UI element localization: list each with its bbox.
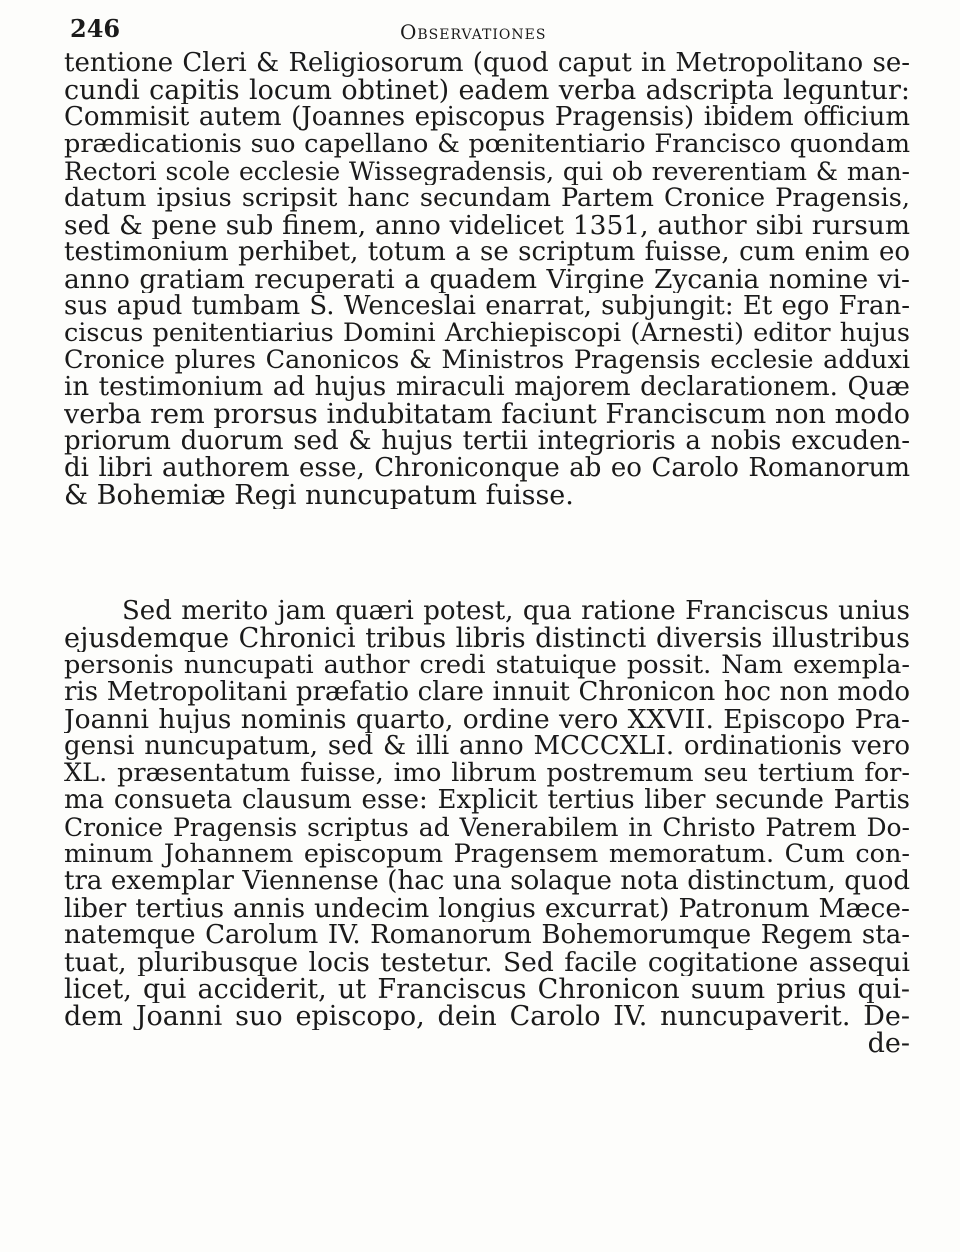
catchword: de- bbox=[867, 1030, 910, 1057]
text-line: gensi nuncupatum, sed & illi anno MCCCXLI. ordinationis vero bbox=[64, 733, 910, 760]
paragraph-2 bbox=[64, 598, 910, 1057]
text-line: Cronice Pragensis scriptus ad Venerabilem in Christo Patrem Do- bbox=[64, 814, 910, 841]
text-line: sed & pene sub finem, anno videlicet 1351, author sibi rursum bbox=[64, 212, 910, 239]
text-line: in testimonium ad hujus miraculi majorem declarationem. Quæ bbox=[64, 374, 910, 401]
text-line: natemque Carolum IV. Romanorum Bohemorumque Regem sta- bbox=[64, 922, 910, 949]
paragraph-1 bbox=[64, 50, 910, 509]
text-line: tentione Cleri & Religiosorum (quod caput in Metropolitano se- bbox=[64, 50, 910, 77]
text-line: prædicationis suo capellano & pœnitentiario Francisco quondam bbox=[64, 131, 910, 158]
text-line: ejusdemque Chronici tribus libris distincti diversis illustribus bbox=[64, 625, 910, 652]
text-line: priorum duorum sed & hujus tertii integrioris a nobis excuden- bbox=[64, 428, 910, 455]
text-line: Rectori scole ecclesie Wissegradensis, qui ob reverentiam & man- bbox=[64, 158, 910, 185]
text-line: dem Joanni suo episcopo, dein Carolo IV. nuncupaverit. De- bbox=[64, 1003, 910, 1030]
text-line: licet, qui acciderit, ut Franciscus Chronicon suum prius qui- bbox=[64, 976, 910, 1003]
text-line: verba rem prorsus indubitatam faciunt Franciscum non modo bbox=[64, 401, 910, 428]
text-line: Cronice plures Canonicos & Ministros Pragensis ecclesie adduxi bbox=[64, 347, 910, 374]
text-line: di libri authorem esse, Chroniconque ab eo Carolo Romanorum bbox=[64, 455, 910, 482]
text-line: tra exemplar Viennense (hac una solaque nota distinctum, quod bbox=[64, 868, 910, 895]
text-line: ma consueta clausum esse: Explicit tertius liber secunde Partis bbox=[64, 787, 910, 814]
running-head: Observationes bbox=[400, 20, 547, 44]
page-header bbox=[70, 10, 910, 46]
text-line: testimonium perhibet, totum a se scriptum fuisse, cum enim eo bbox=[64, 239, 910, 266]
text-line: minum Johannem episcopum Pragensem memoratum. Cum con- bbox=[64, 841, 910, 868]
text-line: & Bohemiæ Regi nuncupatum fuisse. bbox=[64, 482, 574, 509]
text-line: liber tertius annis undecim longius excurrat) Patronum Mæce- bbox=[64, 895, 910, 922]
text-line: datum ipsius scripsit hanc secundam Partem Cronice Pragensis, bbox=[64, 185, 910, 212]
text-line: Sed merito jam quæri potest, qua ratione Franciscus unius bbox=[122, 598, 910, 625]
text-line: cundi capitis locum obtinet) eadem verba adscripta leguntur: bbox=[64, 77, 910, 104]
text-line: anno gratiam recuperati a quadem Virgine Zycania nomine vi- bbox=[64, 266, 910, 293]
text-line: Joanni hujus nominis quarto, ordine vero XXVII. Episcopo Pra- bbox=[64, 706, 910, 733]
text-line: tuat, pluribusque locis testetur. Sed facile cogitatione assequi bbox=[64, 949, 910, 976]
page-number: 246 bbox=[70, 14, 121, 43]
text-line: ciscus penitentiarius Domini Archiepiscopi (Arnesti) editor hujus bbox=[64, 320, 910, 347]
text-line: Commisit autem (Joannes episcopus Pragensis) ibidem officium bbox=[64, 104, 910, 131]
text-line: personis nuncupati author credi statuique possit. Nam exempla- bbox=[64, 652, 910, 679]
text-line: sus apud tumbam S. Wenceslai enarrat, subjungit: Et ego Fran- bbox=[64, 293, 910, 320]
text-line: ris Metropolitani præfatio clare innuit Chronicon hoc non modo bbox=[64, 679, 910, 706]
text-line: XL. præsentatum fuisse, imo librum postremum seu tertium for- bbox=[64, 760, 910, 787]
